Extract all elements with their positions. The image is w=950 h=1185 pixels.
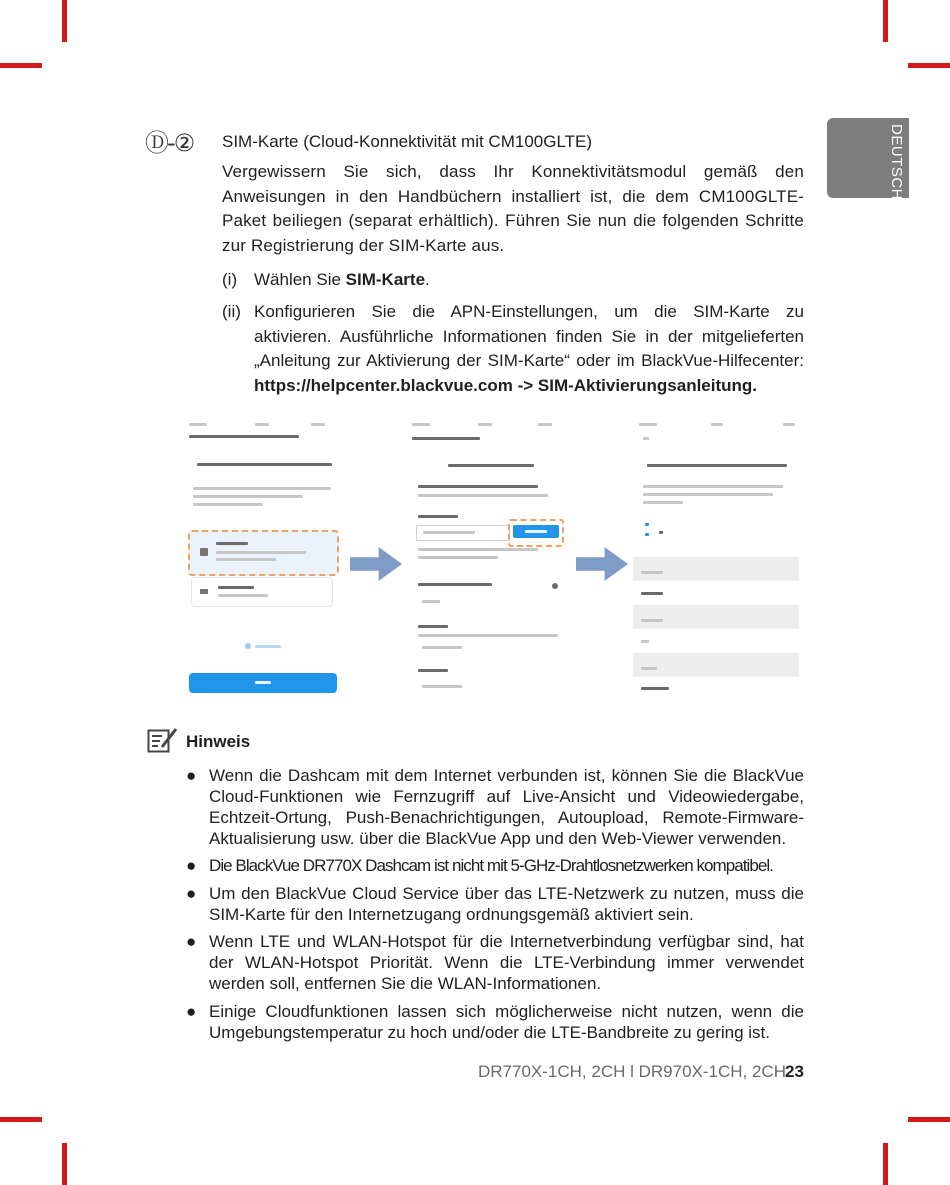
- footer-models: DR770X-1CH, 2CH l DR970X-1CH, 2CH: [478, 1062, 786, 1081]
- crop-mark: [908, 1117, 950, 1122]
- page-number: 23: [785, 1062, 804, 1081]
- crop-mark: [883, 0, 888, 42]
- step-number: (ii): [222, 302, 241, 321]
- help-link: https://helpcenter.blackvue.com -> SIM-Aktivierungsanleitung.: [254, 375, 758, 395]
- step-text: Wählen Sie SIM-Karte.: [254, 270, 430, 289]
- apn-select-button: [508, 519, 564, 547]
- app-screenshot-sim-details: [633, 415, 799, 703]
- bullet-dot: ●: [186, 884, 197, 903]
- note-title: Hinweis: [186, 732, 251, 751]
- crop-mark: [908, 63, 950, 68]
- arrow-right-icon: [576, 547, 628, 581]
- language-tab-label: DEUTSCH: [888, 124, 905, 201]
- crop-mark: [0, 63, 42, 68]
- wifi-option: [191, 577, 333, 607]
- bullet-dot: ●: [186, 1002, 197, 1021]
- step-number: (i): [222, 270, 238, 289]
- bullet-dot: ●: [186, 766, 197, 785]
- note-pencil-icon: [147, 726, 179, 754]
- crop-mark: [62, 1143, 67, 1185]
- language-tab: [827, 118, 909, 201]
- app-screenshot-connection-method: [183, 415, 343, 700]
- step-text: Konfigurieren Sie die APN-Einstellungen, um die SIM-Karte zu aktivieren. Ausführliche Informationen finden Sie in der mitgelieferten „Anleitung zur Aktivierung der SIM-Karte“ oder im BlackVue-Hilfecenter: https://helpcenter.blackvue.com -> SIM-Aktivierungsanleitung.: [254, 302, 804, 395]
- crop-mark: [0, 1117, 42, 1122]
- sim-card-option: [188, 530, 339, 576]
- next-button: [189, 673, 337, 693]
- arrow-right-icon: [350, 547, 402, 581]
- crop-mark: [883, 1143, 888, 1185]
- crop-mark: [62, 0, 67, 42]
- intro-paragraph: Vergewissern Sie sich, dass Ihr Konnektivitätsmodul gemäß den Anweisungen in den Handbüchern installiert ist, die dem CM100GLTE-Paket beiliegen (separat erhältlich). Führen Sie nun die folgenden Schritte zur Registrierung der SIM-Karte aus.: [222, 162, 804, 255]
- app-screenshot-apn-settings: [408, 415, 570, 700]
- step-badge: Ⓓ-②: [145, 129, 194, 157]
- bullet-dot: ●: [186, 932, 197, 951]
- bullet-dot: ●: [186, 856, 197, 875]
- section-title: SIM-Karte (Cloud-Konnektivität mit CM100GLTE): [222, 132, 593, 151]
